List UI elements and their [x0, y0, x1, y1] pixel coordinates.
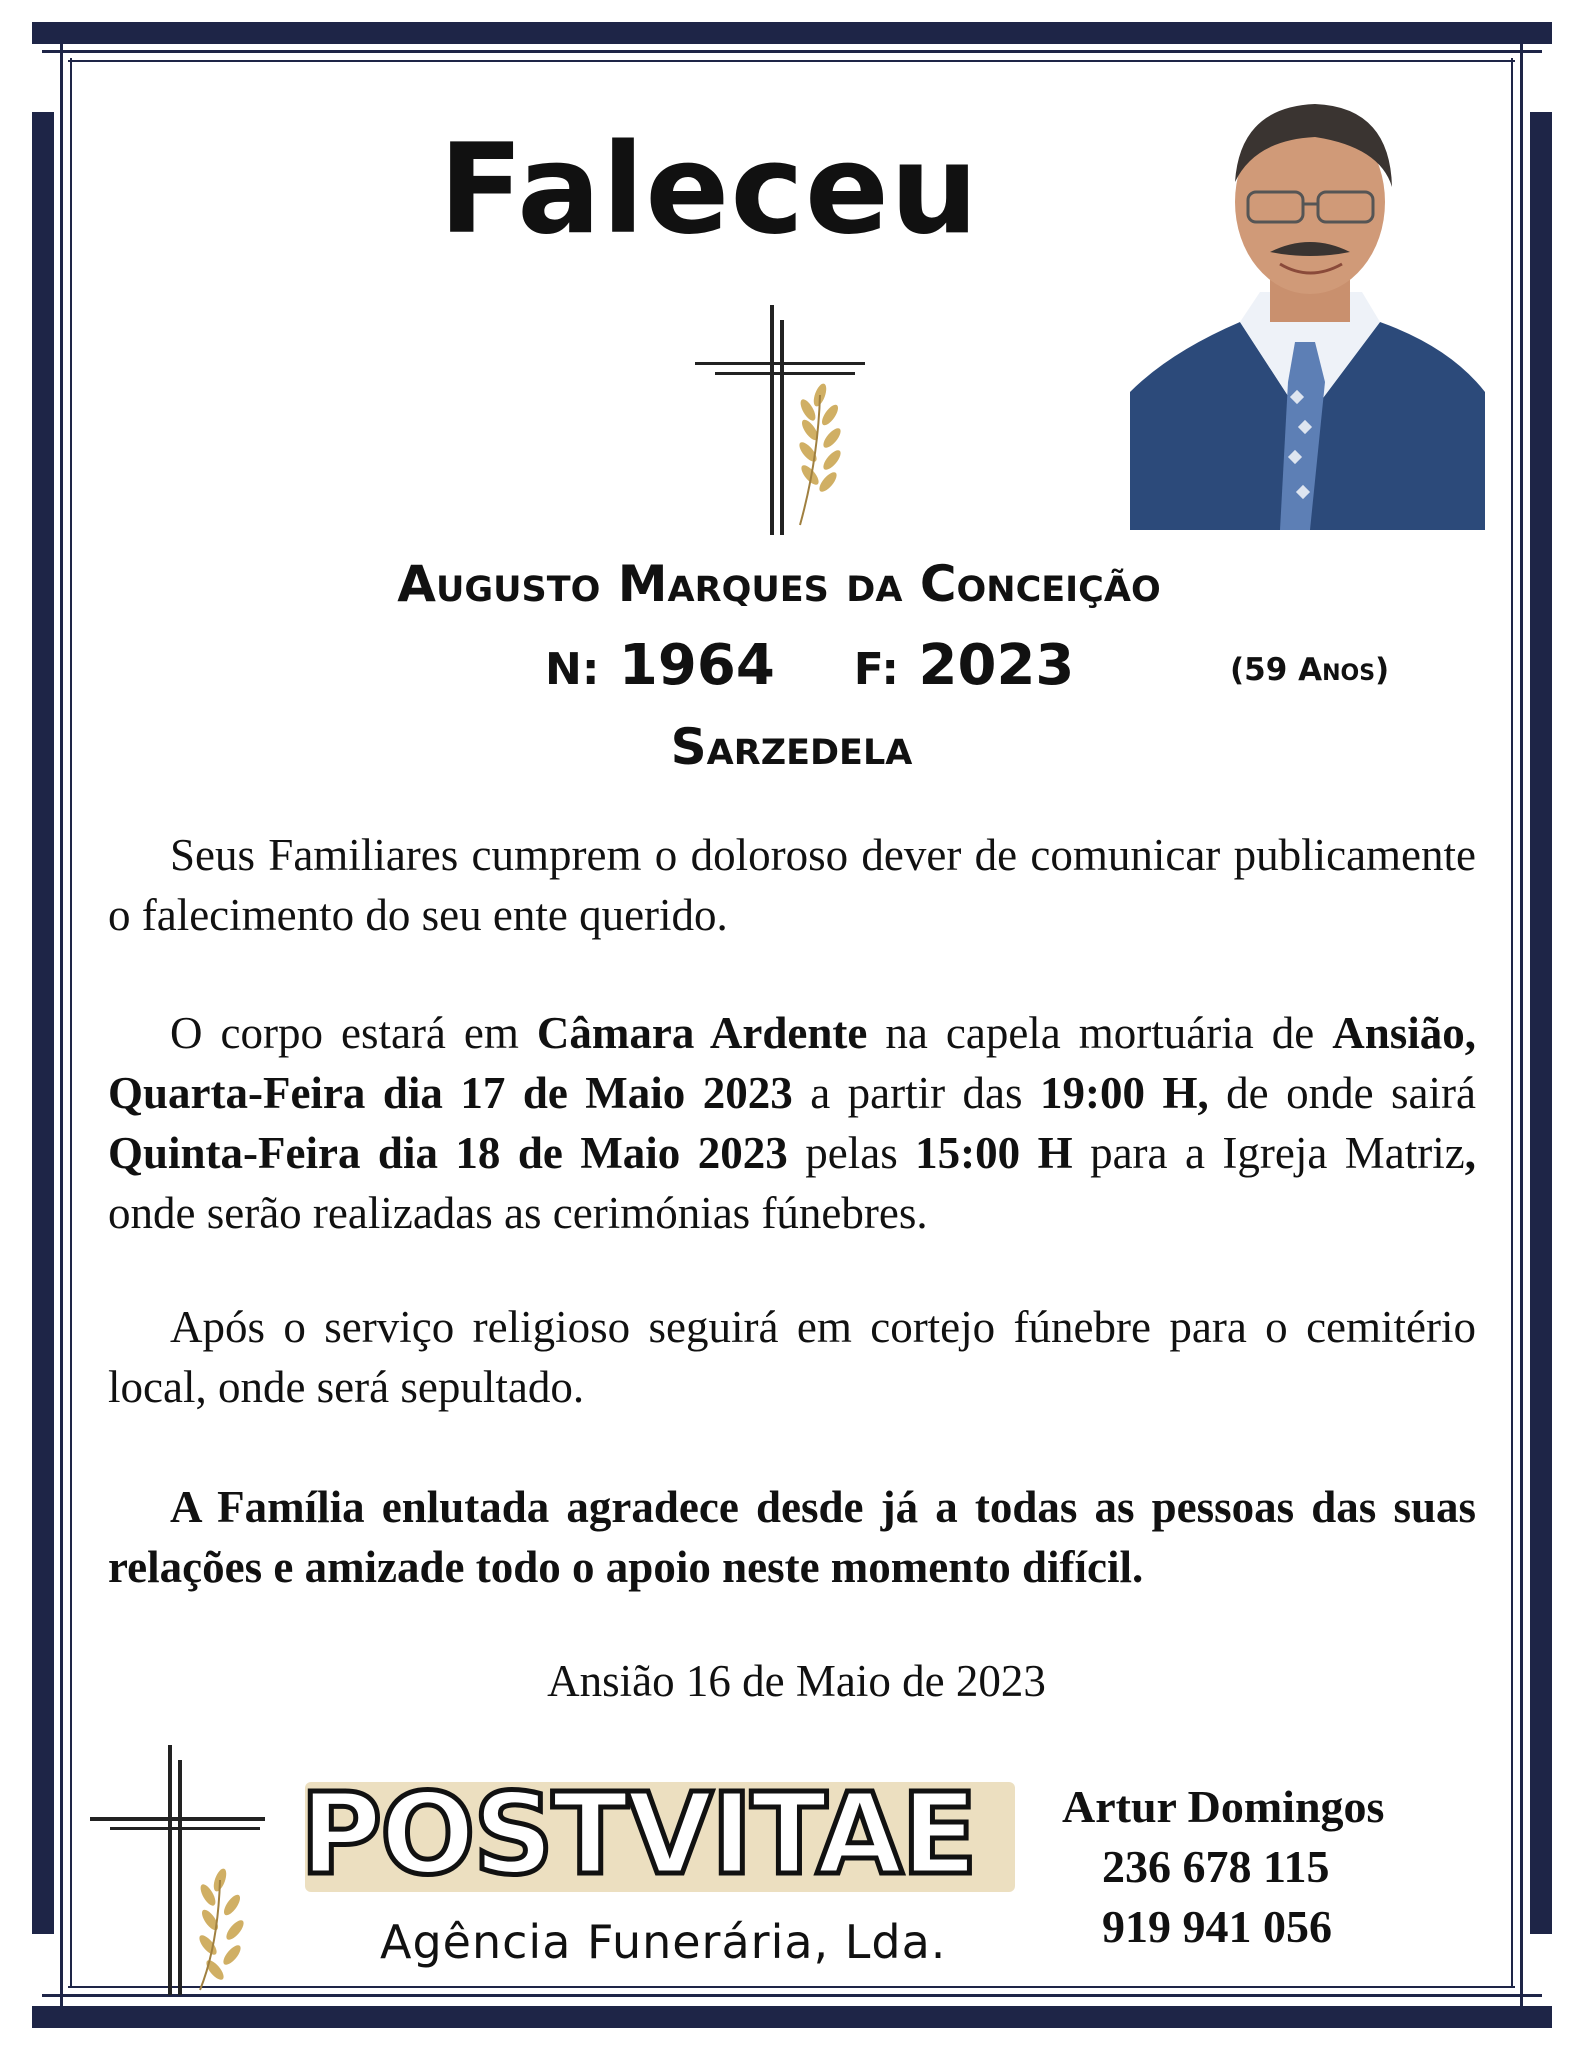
death-year: 2023: [918, 633, 1075, 698]
phone-landline: 236 678 115: [1102, 1841, 1330, 1892]
cross-with-wheat-icon: [90, 1745, 300, 1995]
birth-label: N:: [545, 644, 600, 695]
contact-name: Artur Domingos: [1062, 1781, 1385, 1832]
notice-title: Faleceu: [438, 118, 980, 262]
birth-death-years: [545, 633, 1074, 698]
agency-subtitle: Agência Funerária, Lda.: [380, 1915, 947, 1969]
paragraph-wake-details: O corpo estará em Câmara Ardente na capela mortuária de Ansião, Quarta-Feira dia 17 de Maio 2023 a partir das 19:00 H, de onde sairá Quinta-Feira dia 18 de Maio 2023 pelas 15:00 H para a Igreja Matriz, onde serão realizadas as cerimónias fúnebres.: [108, 1008, 1477, 1238]
birth-year: 1964: [618, 633, 775, 698]
residence-place: Sarzedela: [670, 718, 913, 776]
paragraph-announcement: Seus Familiares cumprem o doloroso dever de comunicar publicamente o falecimento do seu ente querido.: [108, 830, 1476, 940]
death-label: F:: [853, 644, 900, 695]
place-and-date: Ansião 16 de Maio de 2023: [547, 1656, 1046, 1706]
agency-logo: POSTVITAE: [300, 1770, 976, 1900]
phone-mobile: 919 941 056: [1102, 1901, 1332, 1952]
frame-top-bar: [118, 22, 1465, 44]
paragraph-thanks: A Família enlutada agradece desde já a todas as pessoas das suas relações e amizade todo o apoio neste momento difícil.: [108, 1482, 1476, 1592]
frame-bottom-bar: [118, 2006, 1465, 2028]
age: (59 Anos): [1230, 652, 1390, 688]
paragraph-burial: Após o serviço religioso seguirá em cortejo fúnebre para o cemitério local, onde será sepultado.: [108, 1302, 1476, 1412]
deceased-name: Augusto Marques da Conceição: [397, 555, 1161, 613]
cross-with-wheat-icon: [690, 300, 880, 540]
portrait-photo: [1130, 92, 1485, 530]
